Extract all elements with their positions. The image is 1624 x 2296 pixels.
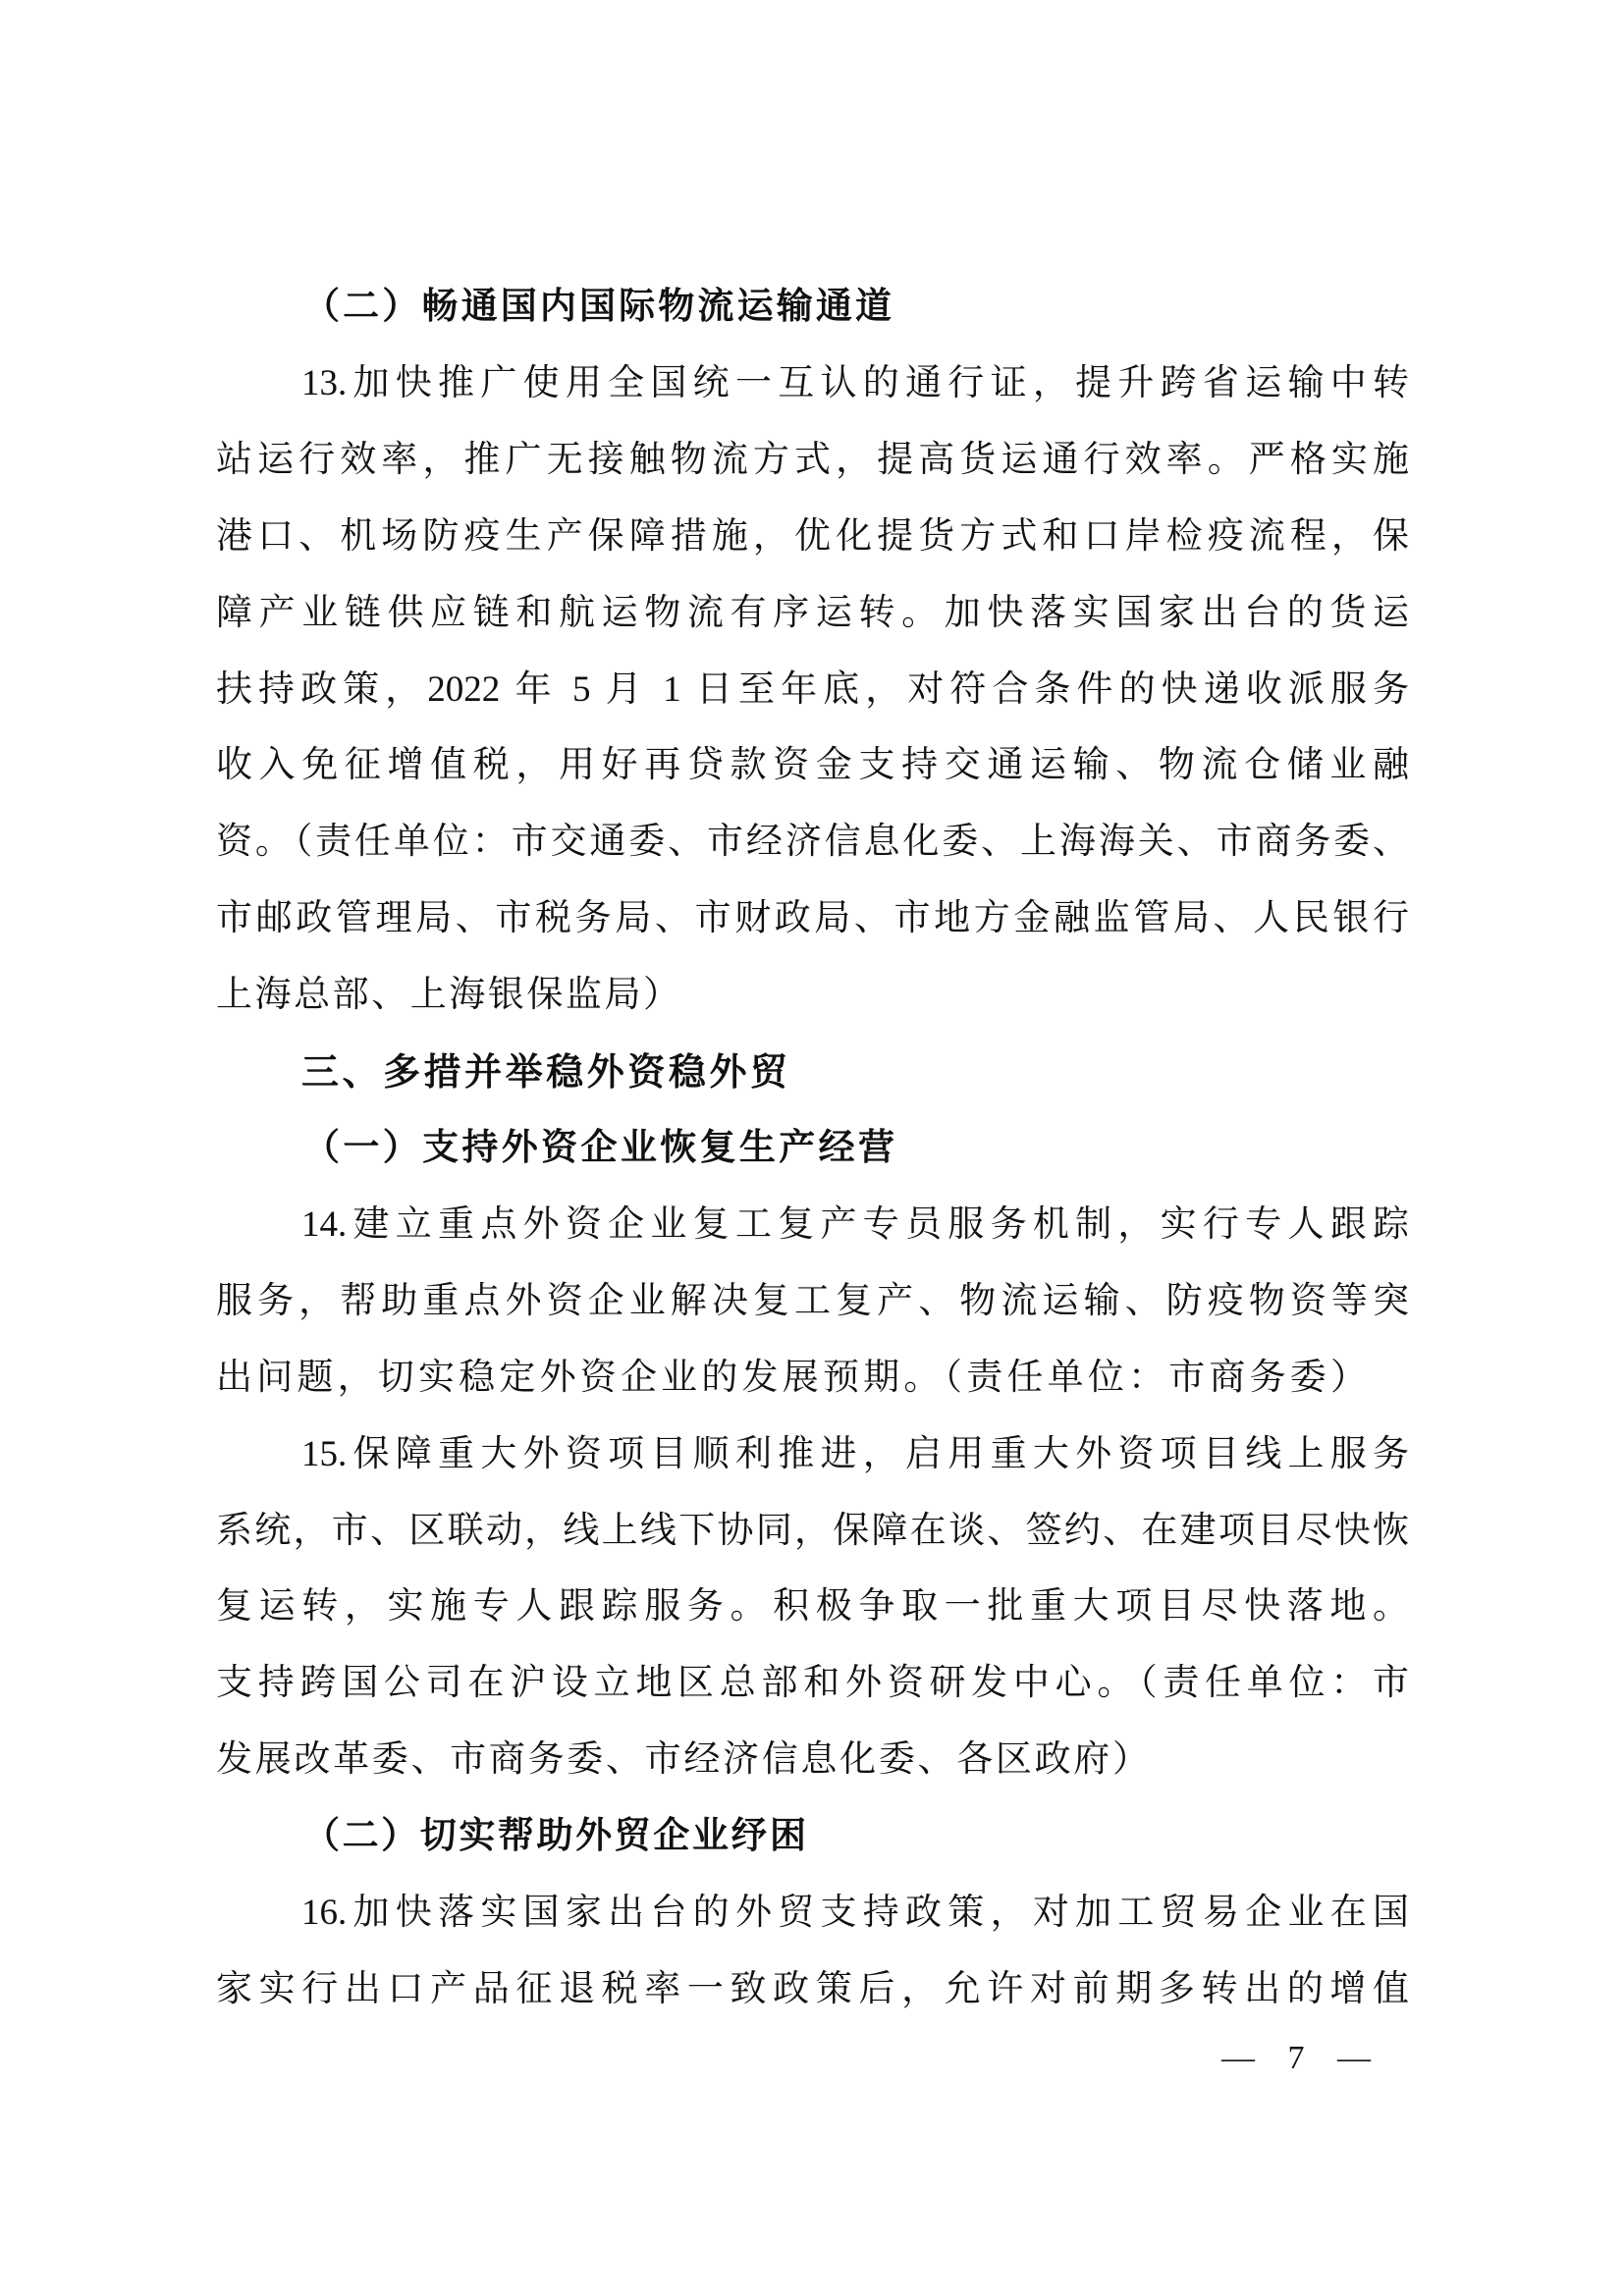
paragraph-line: 资。（责任单位：市交通委、市经济信息化委、上海海关、市商务委、 bbox=[216, 822, 1409, 862]
section-heading-text: 三、多措并举稳外资稳外贸 bbox=[301, 1050, 787, 1094]
paragraph-line: 站运行效率，推广无接触物流方式，提高货运通行效率。严格实施 bbox=[216, 440, 1409, 480]
paragraph-line: 支持跨国公司在沪设立地区总部和外资研发中心。（责任单位：市 bbox=[216, 1663, 1409, 1703]
paragraph-line: 系统，市、区联动，线上线下协同，保障在谈、签约、在建项目尽快恢 bbox=[216, 1511, 1409, 1551]
paragraph-line: 发展改革委、市商务委、市经济信息化委、各区政府） bbox=[216, 1739, 1149, 1780]
paragraph-line: 13.加快推广使用全国统一互认的通行证，提升跨省运输中转 bbox=[301, 363, 1409, 403]
subheading-text: （二）切实帮助外贸企业纾困 bbox=[303, 1816, 806, 1856]
paragraph-line: 扶持政策，2022 年 5 月 1 日至年底，对符合条件的快递收派服务 bbox=[216, 669, 1409, 710]
paragraph-line: 16.加快落实国家出台的外贸支持政策，对加工贸易企业在国 bbox=[301, 1893, 1409, 1933]
paragraph-line: 收入免征增值税，用好再贷款资金支持交通运输、物流仓储业融 bbox=[216, 745, 1409, 785]
paragraph-line: 出问题，切实稳定外资企业的发展预期。（责任单位：市商务委） bbox=[216, 1358, 1367, 1398]
paragraph-line: 家实行出口产品征退税率一致政策后，允许对前期多转出的增值 bbox=[216, 1969, 1409, 2009]
page-number: — 7 — bbox=[1221, 2040, 1371, 2076]
paragraph-line: 14.建立重点外资企业复工复产专员服务机制，实行专人跟踪 bbox=[301, 1204, 1409, 1245]
paragraph-line: 15.保障重大外资项目顺利推进，启用重大外资项目线上服务 bbox=[301, 1434, 1409, 1474]
paragraph-line: 市邮政管理局、市税务局、市财政局、市地方金融监管局、人民银行 bbox=[216, 898, 1409, 938]
subheading-text: （一）支持外资企业恢复生产经营 bbox=[303, 1128, 894, 1168]
paragraph-line: 服务，帮助重点外资企业解决复工复产、物流运输、防疫物资等突 bbox=[216, 1281, 1409, 1321]
paragraph-line: 复运转，实施专人跟踪服务。积极争取一批重大项目尽快落地。 bbox=[216, 1586, 1409, 1627]
subheading-text: （二）畅通国内国际物流运输通道 bbox=[303, 287, 892, 327]
paragraph-line: 港口、机场防疫生产保障措施，优化提货方式和口岸检疫流程，保 bbox=[216, 516, 1409, 557]
paragraph-line: 上海总部、上海银保监局） bbox=[216, 975, 679, 1015]
paragraph-line: 障产业链供应链和航运物流有序运转。加快落实国家出台的货运 bbox=[216, 593, 1409, 633]
